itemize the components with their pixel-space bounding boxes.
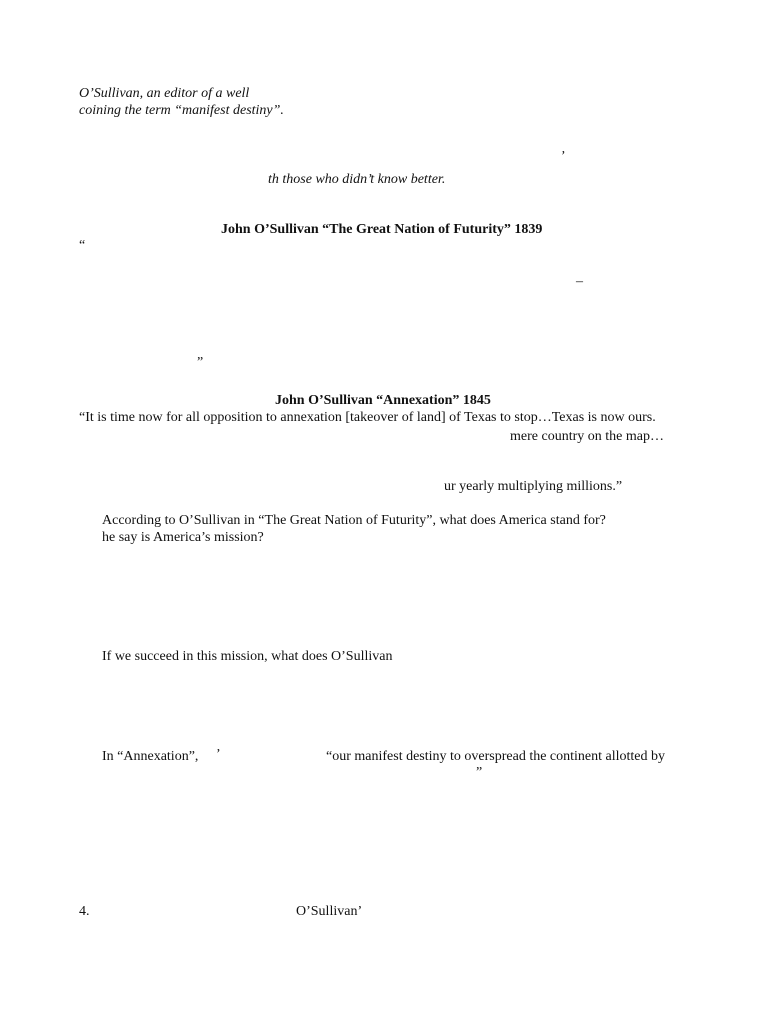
annexation-line-3: ur yearly multiplying millions.” [444,479,623,494]
futurity-open-quote: “ [79,238,86,253]
futurity-heading: John O’Sullivan “The Great Nation of Futurity” 1839 [221,222,543,237]
annexation-heading: John O’Sullivan “Annexation” 1845 [275,393,491,408]
question-3-close-quote: ” [476,765,483,780]
question-3-start: In “Annexation”, [102,749,199,764]
question-3-apostrophe: ’ [216,747,221,762]
question-2: If we succeed in this mission, what does O’Sullivan [102,649,393,664]
intro-line-1: O’Sullivan, an editor of a well [79,86,250,101]
question-1-line-1: According to O’Sullivan in “The Great Nation of Futurity”, what does America stand for? [102,513,606,528]
question-4-number: 4. [79,904,90,919]
question-3-quote: “our manifest destiny to overspread the continent allotted by [326,749,666,764]
intro-stray-apostrophe: ’ [560,149,565,164]
question-1-line-2: he say is America’s mission? [102,530,264,545]
intro-line-2: coining the term “manifest destiny”. [79,103,284,118]
question-4-text: O’Sullivan’ [296,904,363,919]
futurity-close-quote: ” [197,355,204,370]
annexation-line-1: “It is time now for all opposition to annexation [takeover of land] of Texas to stop…Texas is now ours. [79,410,656,425]
futurity-dash: – [576,274,583,289]
intro-line-3: th those who didn’t know better. [268,172,446,187]
annexation-line-2: mere country on the map… [510,429,664,444]
